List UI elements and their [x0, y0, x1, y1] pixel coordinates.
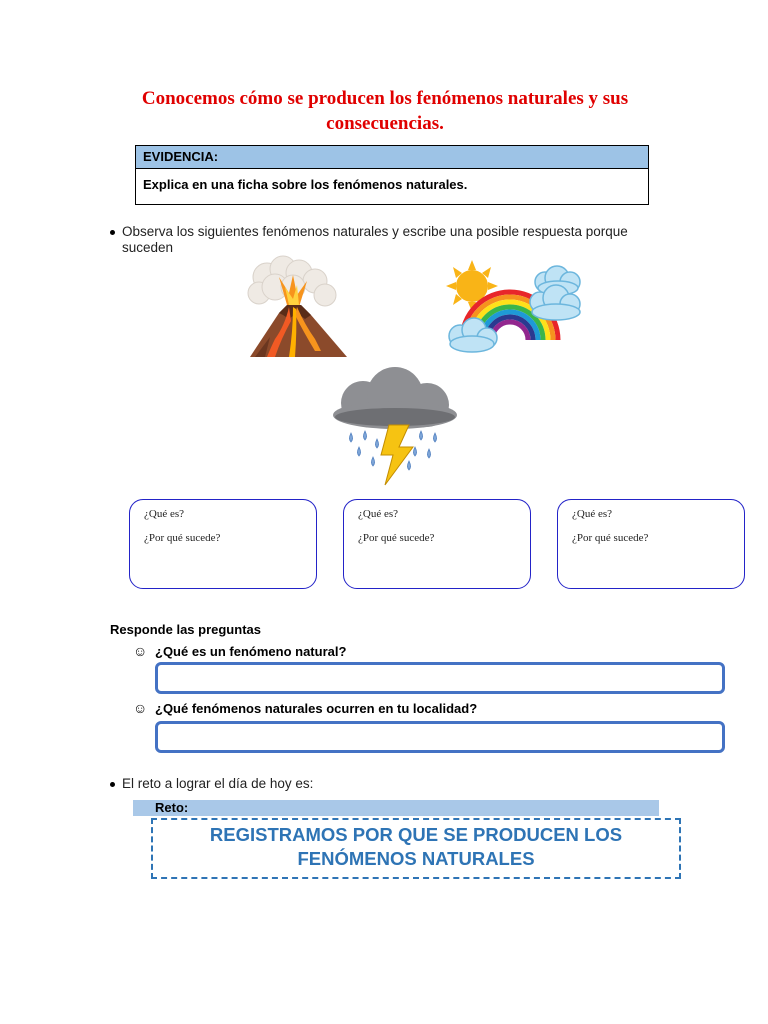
volcano-image — [175, 255, 395, 357]
question-box-1[interactable] — [129, 499, 317, 589]
question-2-text: ¿Qué fenómenos naturales ocurren en tu localidad? — [155, 701, 478, 716]
bullet-icon — [110, 782, 115, 787]
reto-box — [151, 818, 681, 879]
what-is-label: ¿Qué es? — [572, 508, 613, 520]
instruction-text: Observa los siguientes fenómenos naturales y escribe una posible respuesta porque suceden — [122, 224, 628, 255]
why-label: ¿Por qué sucede? — [358, 532, 435, 544]
reto-bullet — [110, 776, 510, 792]
reto-label: Reto: — [133, 800, 659, 816]
question-1-text: ¿Qué es un fenómeno natural? — [155, 644, 347, 659]
smiley-icon: ☺ — [133, 643, 148, 659]
evidence-text: Explica en una ficha sobre los fenómenos naturales. — [143, 177, 468, 192]
reto-intro: El reto a lograr el día de hoy es: — [122, 776, 314, 791]
evidence-table — [135, 145, 649, 205]
evidence-header: EVIDENCIA: — [136, 146, 648, 169]
answer-box-1[interactable] — [155, 662, 725, 694]
question-box-3[interactable] — [557, 499, 745, 589]
smiley-icon: ☺ — [133, 700, 148, 716]
rainbow-image — [440, 258, 605, 356]
question-box-2[interactable] — [343, 499, 531, 589]
bullet-icon — [110, 230, 115, 235]
page-title: Conocemos cómo se producen los fenómenos naturales y sus consecuencias. — [141, 88, 629, 134]
reto-text: REGISTRAMOS POR QUE SE PRODUCEN LOS FENÓMENOS NATURALES — [209, 824, 623, 869]
why-label: ¿Por qué sucede? — [572, 532, 649, 544]
answer-box-2[interactable] — [155, 721, 725, 753]
storm-image — [285, 357, 496, 487]
questions-title: Responde las preguntas — [110, 622, 261, 637]
what-is-label: ¿Qué es? — [144, 508, 185, 520]
why-label: ¿Por qué sucede? — [144, 532, 221, 544]
what-is-label: ¿Qué es? — [358, 508, 399, 520]
question-2 — [133, 701, 477, 716]
instruction-bullet — [110, 224, 670, 256]
question-1 — [133, 644, 346, 659]
